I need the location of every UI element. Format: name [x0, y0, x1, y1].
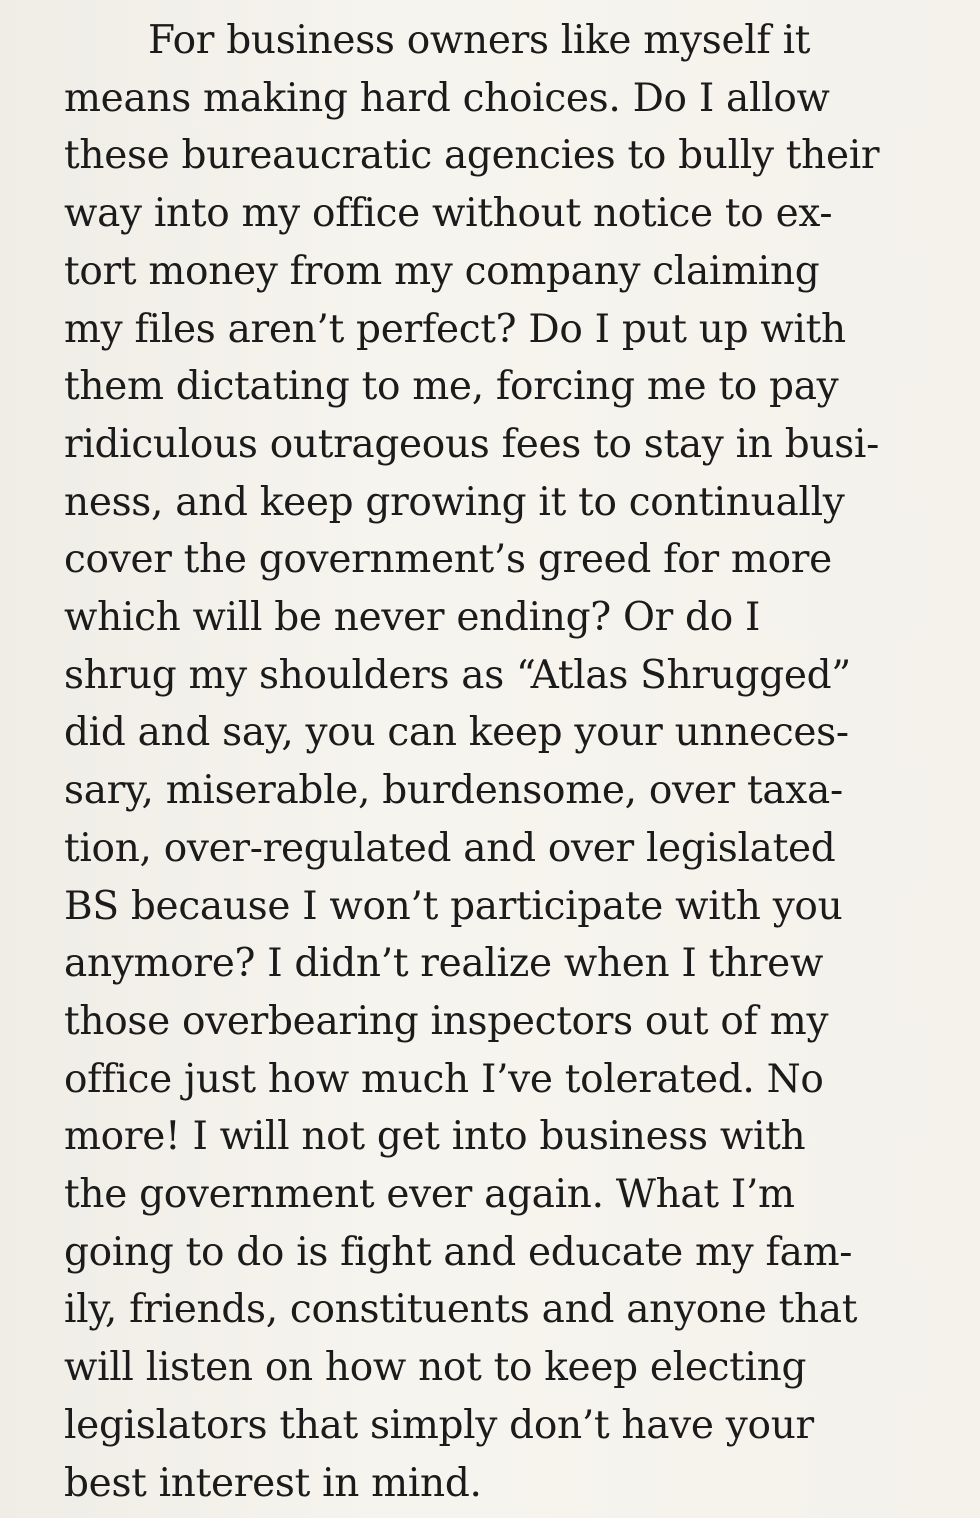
text-line: BS because I won’t participate with you	[64, 883, 843, 929]
text-line: best interest in mind.	[64, 1460, 482, 1506]
text-line: will listen on how not to keep electing	[64, 1345, 807, 1391]
text-line: sary, miserable, burdensome, over taxa-	[64, 768, 843, 814]
text-line: which will be never ending? Or do I	[64, 595, 761, 641]
text-line: legislators that simply don’t have your	[64, 1402, 814, 1448]
text-line: more! I will not get into business with	[64, 1114, 806, 1160]
text-line: my files aren’t perfect? Do I put up with	[64, 306, 846, 352]
article-paragraph	[64, 12, 944, 1512]
text-line: did and say, you can keep your unneces-	[64, 710, 849, 756]
text-line: the government ever again. What I’m	[64, 1172, 795, 1218]
text-line: ness, and keep growing it to continually	[64, 479, 845, 525]
text-line: tion, over-regulated and over legislated	[64, 825, 836, 871]
text-line: those overbearing inspectors out of my	[64, 998, 829, 1044]
text-line: these bureaucratic agencies to bully their	[64, 133, 880, 179]
text-line: tort money from my company claiming	[64, 248, 820, 294]
text-line: ridiculous outrageous fees to stay in busi-	[64, 421, 879, 467]
text-line: them dictating to me, forcing me to pay	[64, 364, 839, 410]
text-line: way into my office without notice to ex-	[64, 191, 833, 237]
text-line: going to do is fight and educate my fam-	[64, 1229, 853, 1275]
text-line: office just how much I’ve tolerated. No	[64, 1056, 824, 1102]
text-line: cover the government’s greed for more	[64, 537, 832, 583]
text-line: anymore? I didn’t realize when I threw	[64, 941, 824, 987]
text-line: ily, friends, constituents and anyone that	[64, 1287, 858, 1333]
text-line: For business owners like myself it	[148, 18, 811, 63]
text-line: shrug my shoulders as “Atlas Shrugged”	[64, 652, 851, 698]
text-line: means making hard choices. Do I allow	[64, 75, 830, 121]
